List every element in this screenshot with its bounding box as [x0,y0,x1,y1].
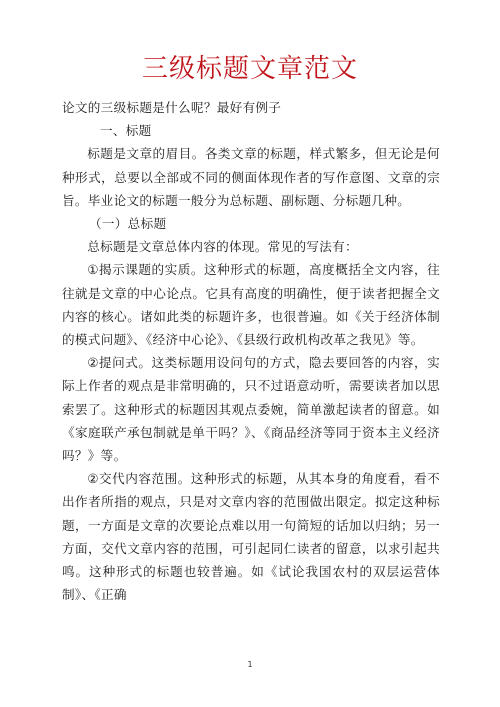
paragraph-3: ①揭示课题的实质。这种形式的标题，高度概括全文内容，往往就是文章的中心论点。它具有高度的明确性，便于读者把握全文内容的核心。诸如此类的标题许多，也很普遍。如《关于经济体制的模式问题》、《经济中心论》、《县级行政机构改革之我见》等。 [62,262,440,348]
paragraph-4: ②提问式。这类标题用设问句的方式，隐去要回答的内容，实际上作者的观点是非常明确的，只不过语意动听，需要读者加以思索罢了。这种形式的标题因其观点委婉，简单激起读者的留意。如《家庭联产承包制就是单干吗？》、《商品经济等同于资本主义经济吗？》等。 [62,355,440,464]
paragraph-1: 标题是文章的眉目。各类文章的标题，样式繁多，但无论是何种形式，总要以全部或不同的侧面体现作者的写作意图、文章的宗旨。毕业论文的标题一般分为总标题、副标题、分标题几种。 [62,146,440,208]
paragraph-2: 总标题是文章总体内容的体现。常见的写法有： [87,239,358,255]
paragraph-5: ②交代内容范围。这种形式的标题，从其本身的角度看，看不出作者所指的观点，只是对文章内容的范围做出限定。拟定这种标题，一方面是文章的次要论点难以用一句简短的话加以归纳；另一方面，交代文章内容的范围，可引起同仁读者的留意，以求引起共鸣。这种形式的标题也较普遍。如《试论我国农村的双层运营体制》、《正确 [62,471,440,603]
document-body [62,96,440,606]
heading-level-1: 一、标题 [100,123,152,139]
page-title: 三级标题文章范文 [141,54,358,84]
page-number: 1 [247,660,253,669]
intro-line: 论文的三级标题是什么呢？最好有例子 [62,100,282,115]
heading-level-2: （一）总标题 [89,216,167,232]
